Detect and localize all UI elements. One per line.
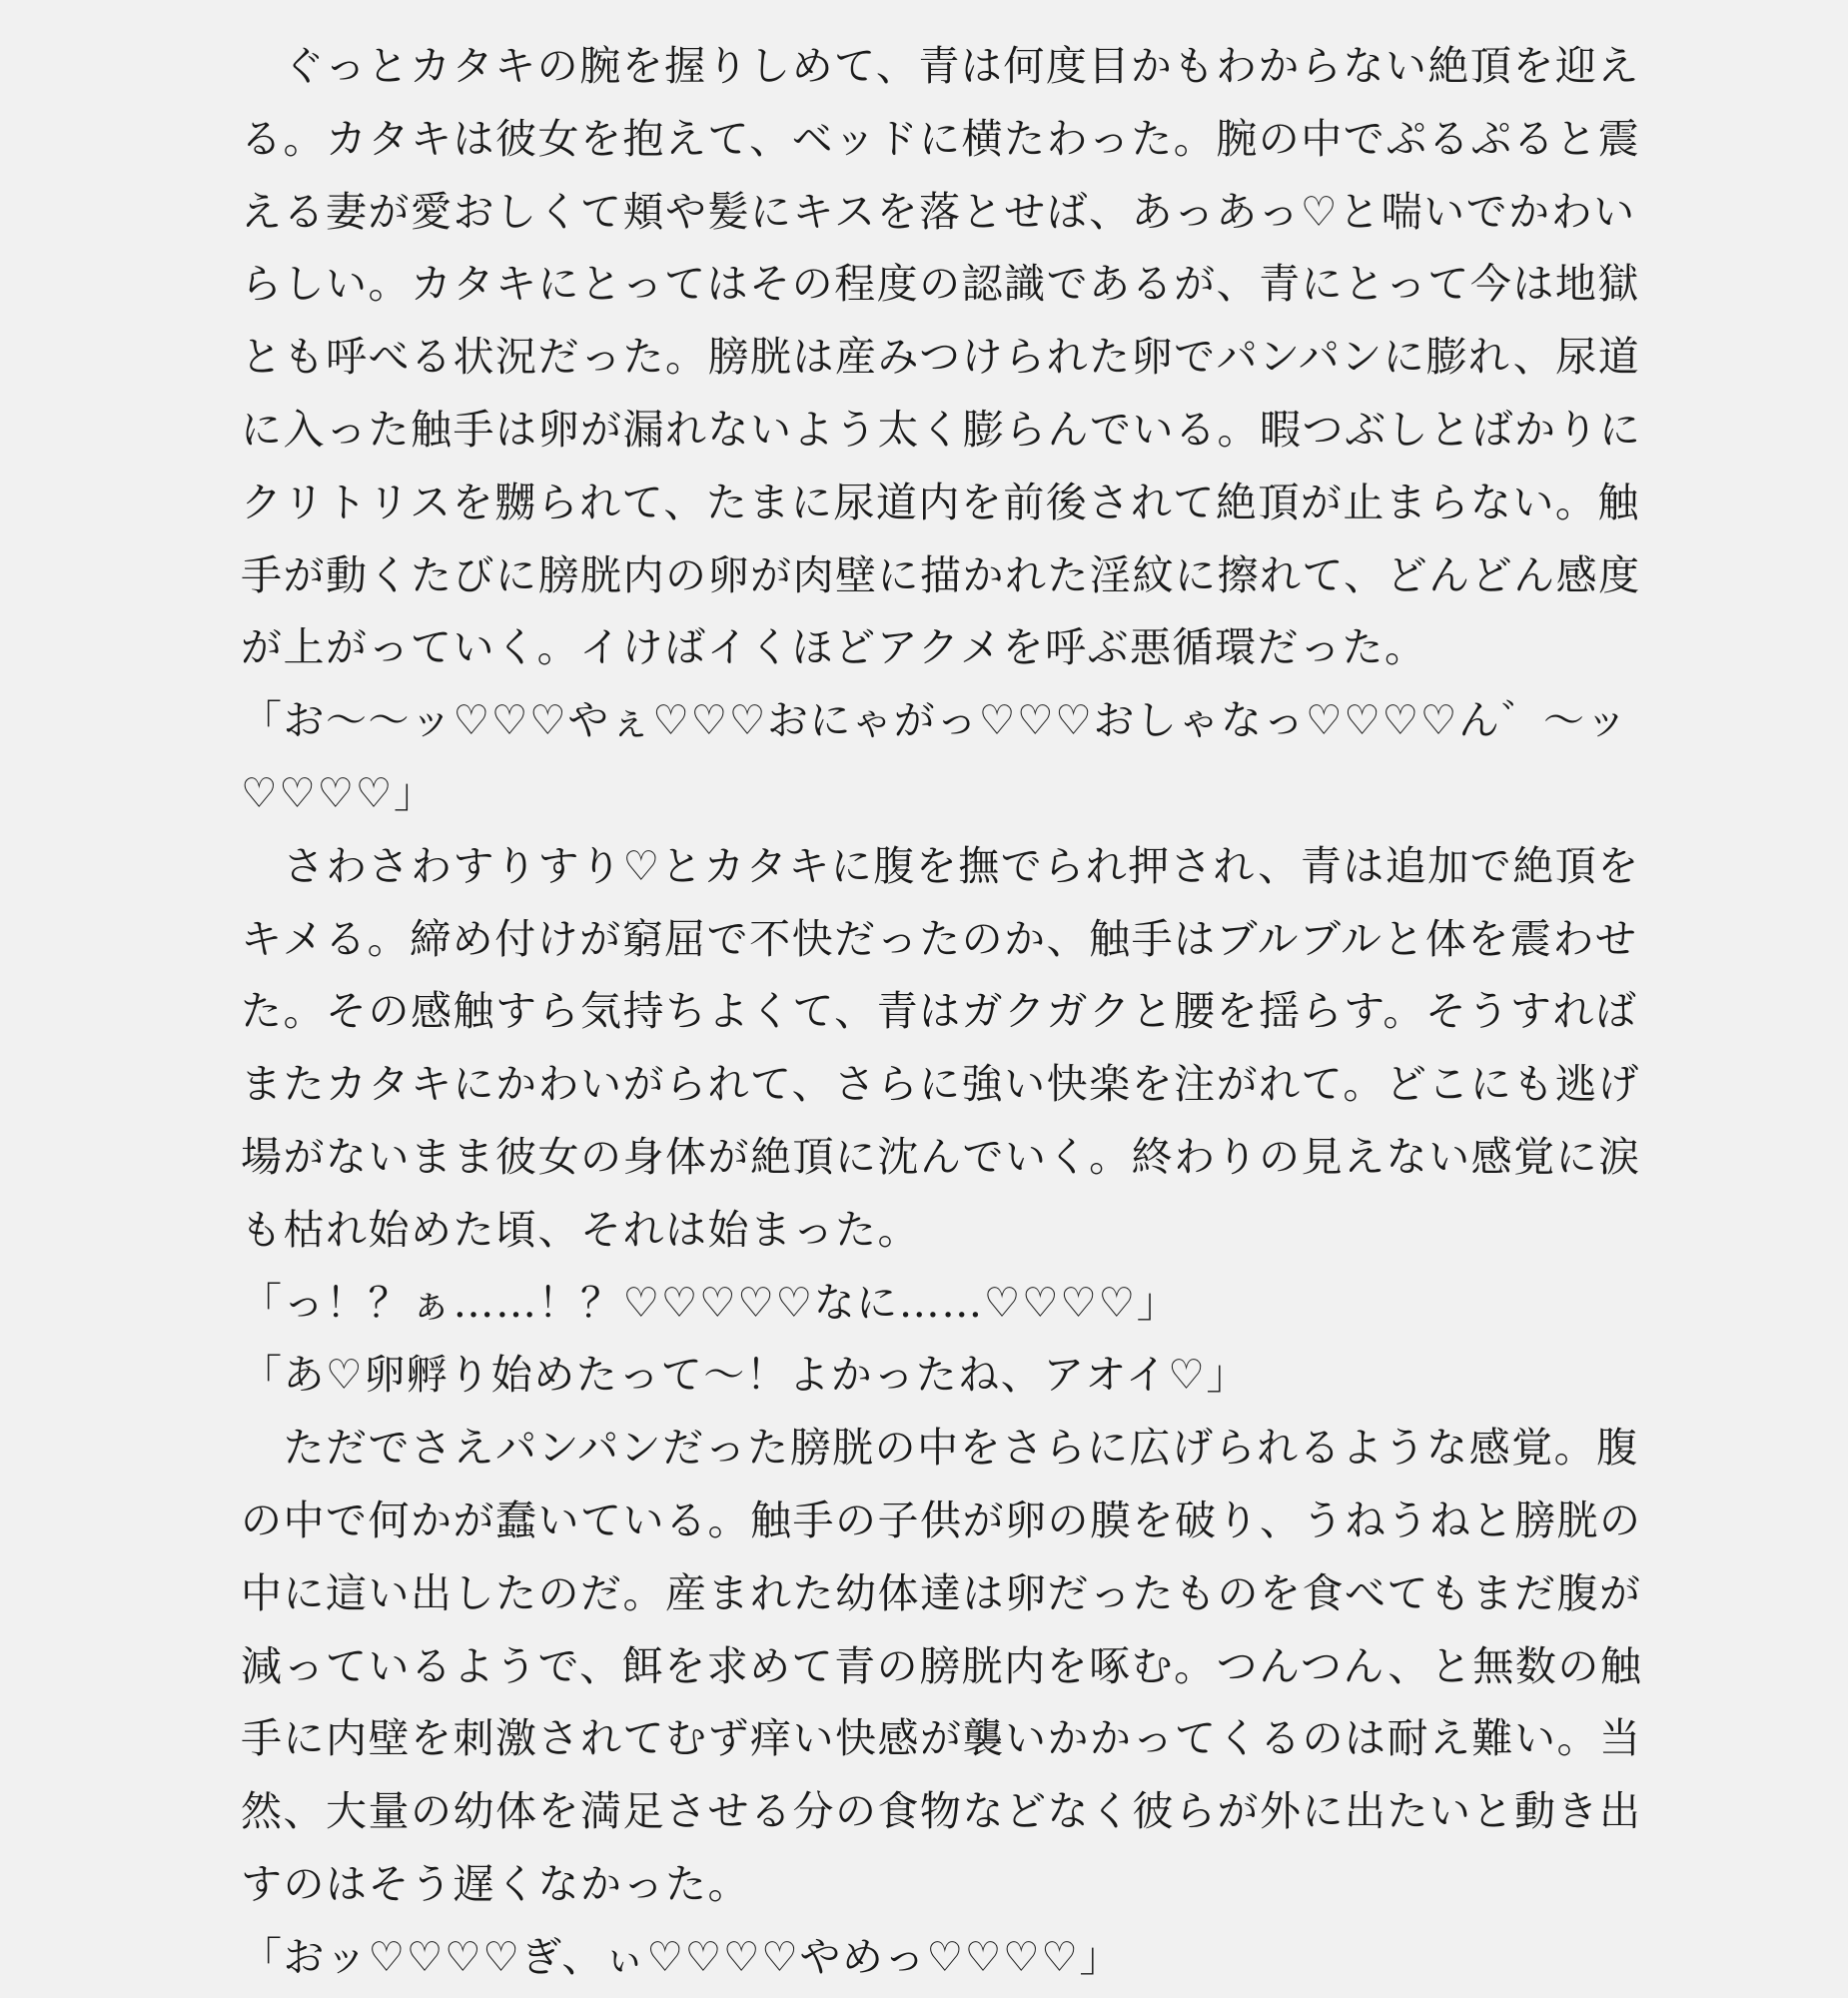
dialogue-line: 「っ！？ぁ……！？♡♡♡♡♡なに……♡♡♡♡」 [241,1278,1180,1327]
text-line: 手が動くたびに膀胱内の卵が肉壁に描かれた淫紋に擦れて、どんどん感度 [241,550,1641,599]
text-line: も枯れ始めた頃、それは始まった。 [241,1205,920,1254]
text-line: すのはそう遅くなかった。 [241,1859,750,1908]
story-text [241,30,1643,1994]
dialogue-line: 「お〜〜ッ♡♡♡やぇ♡♡♡おにゃがっ♡♡♡おしゃなっ♡♡♡♡ん゛〜ッ [241,696,1629,745]
text-line: 手に内壁を刺激されてむず痒い快感が襲いかかってくるのは耐え難い。当 [241,1714,1642,1763]
text-line: える妻が愛おしくて頬や髪にキスを落とせば、あっあっ♡と喘いでかわい [241,187,1636,236]
text-line: の中で何かが蠢いている。触手の子供が卵の膜を破り、うねうねと膀胱の [241,1496,1642,1544]
text-line: またカタキにかわいがられて、さらに強い快楽を注がれて。どこにも逃げ [241,1060,1640,1109]
text-line: た。その感触すら気持ちよくて、青はガクガクと腰を揺らす。そうすれば [241,987,1638,1036]
text-line: が上がっていく。イけばイくほどアクメを呼ぶ悪循環だった。 [241,623,1427,672]
text-line: クリトリスを嬲られて、たまに尿道内を前後されて絶頂が止まらない。触 [241,478,1640,526]
text-line: 然、大量の幼体を満足させる分の食物などなく彼らが外に出たいと動き出 [241,1787,1642,1836]
text-line: とも呼べる状況だった。膀胱は産みつけられた卵でパンパンに膨れ、尿道 [241,333,1641,382]
text-line: ぐっとカタキの腕を握りしめて、青は何度目かもわからない絶頂を迎え [241,42,1640,90]
text-line: 場がないまま彼女の身体が絶頂に沈んでいく。終わりの見えない感覚に涙 [241,1132,1641,1181]
text-line: 中に這い出したのだ。産まれた幼体達は卵だったものを食べてもまだ腹が [241,1568,1642,1617]
text-line: 減っているようで、餌を求めて青の膀胱内を啄む。つんつん、と無数の触 [241,1641,1643,1690]
text-line: キメる。締め付けが窮屈で不快だったのか、触手はブルブルと体を震わせ [241,914,1638,963]
dialogue-line: 「あ♡卵孵り始めたって〜！よかったね、アオイ♡」 [241,1351,1250,1400]
text-line: さわさわすりすり♡とカタキに腹を撫でられ押され、青は追加で絶頂を [241,841,1640,890]
text-line: ただでさえパンパンだった膀胱の中をさらに広げられるような感覚。腹 [241,1424,1639,1473]
text-line: に入った触手は卵が漏れないよう太く膨らんでいる。暇つぶしとばかりに [241,405,1642,454]
text-line: る。カタキは彼女を抱えて、ベッドに横たわった。腕の中でぷるぷると震 [241,114,1641,163]
dialogue-line: 「おッ♡♡♡♡ぎ、ぃ♡♡♡♡やめっ♡♡♡♡」 [241,1932,1123,1981]
text-line: らしい。カタキにとってはその程度の認識であるが、青にとって今は地獄 [241,260,1640,309]
dialogue-line: ♡♡♡♡」 [241,768,437,817]
